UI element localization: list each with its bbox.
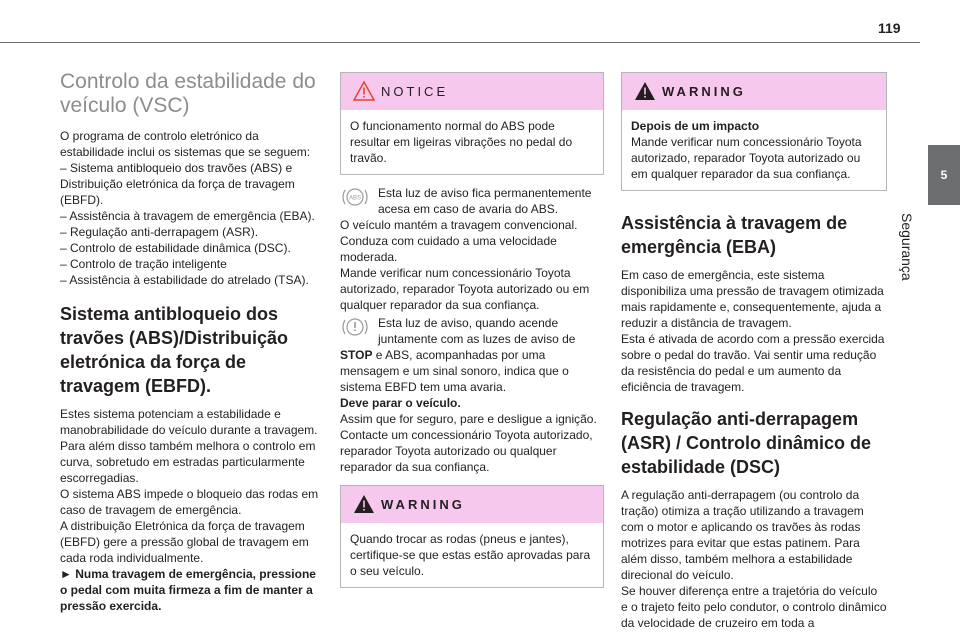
abs-paragraph: A distribuição Eletrónica da força de travagem (EBFD) gere a pressão global de travagem em cada roda individualmente. xyxy=(60,519,309,565)
list-item: – Sistema antibloqueio dos travões (ABS) e Distribuição eletrónica da força de travagem (EBFD). xyxy=(60,161,295,207)
stop-word: STOP xyxy=(340,348,373,362)
eba-paragraph: Em caso de emergência, este sistema disponibiliza uma pressão de travagem otimizada mais rapidamente e, consequentemente, ajuda a reduzir a distância de travagem. xyxy=(621,268,884,330)
abs-warning-light-icon xyxy=(340,185,372,209)
notice-label: NOTICE xyxy=(381,84,449,99)
abs-body xyxy=(60,406,322,614)
abs-paragraph: Para além disso também melhora o controlo em curva, sobretudo em estradas particularmente escorregadias. xyxy=(60,439,316,485)
stop-lamp-text xyxy=(340,315,604,395)
stop-lamp-paragraph: Contacte um concessionário Toyota autorizado, reparador Toyota autorizado ou qualquer reparador da sua confiança. xyxy=(340,428,593,474)
list-item: – Controlo de estabilidade dinâmica (DSC). xyxy=(60,241,291,255)
heading-eba: Assistência à travagem de emergência (EBA) xyxy=(621,213,848,257)
stop-lamp-paragraph: Assim que for seguro, pare e desligue a ignição. xyxy=(340,412,597,426)
warning-header xyxy=(622,73,886,110)
asr-paragraph: Se houver diferença entre a trajetória do veículo e o trajeto feito pelo condutor, o controlo dinâmico da velocidade de cruzeiro em toda a xyxy=(621,584,887,630)
list-item: – Assistência à travagem de emergência (EBA). xyxy=(60,209,315,223)
heading-asr: Regulação anti-derrapagem (ASR) / Controlo dinâmico de estabilidade (DSC) xyxy=(621,409,871,477)
section-title-vsc: Controlo da estabilidade do veículo (VSC) xyxy=(60,70,316,117)
stop-lamp-text-start: Esta luz de aviso, quando acende juntamente com as luzes de aviso de xyxy=(378,316,576,346)
warning-body xyxy=(341,523,603,587)
vsc-list xyxy=(60,160,322,288)
abs-lamp-paragraph: O veículo mantém a travagem convencional. xyxy=(340,218,578,232)
abs-paragraph: O sistema ABS impede o bloqueio das rodas em caso de travagem de emergência. xyxy=(60,487,319,517)
chapter-label xyxy=(899,213,919,323)
stop-lamp-block xyxy=(340,315,604,475)
abs-paragraph: Estes sistema potenciam a estabilidade e manobrabilidade do veículo durante a travagem. xyxy=(60,407,318,437)
heading-abs: Sistema antibloqueio dos travões (ABS)/Distribuição eletrónica da força de travagem (EBFD). xyxy=(60,304,289,396)
asr-paragraph: A regulação anti-derrapagem (ou controlo da tração) otimiza a tração utilizando a travagem com o motor e aplicando os travões às rodas motrizes para evitar que estas patinem. Para além disso, também melhora a estabilidade direcional do veículo. xyxy=(621,488,864,582)
caution-triangle-icon xyxy=(353,81,375,101)
warning-text: Mande verificar num concessionário Toyota autorizado, reparador Toyota autorizado ou em qualquer reparador da sua confiança. xyxy=(631,135,862,181)
column-3 xyxy=(621,72,887,631)
column-1 xyxy=(60,70,322,614)
warning-label: WARNING xyxy=(381,497,465,512)
warning-bold: Depois de um impacto xyxy=(631,119,760,133)
warning-triangle-icon xyxy=(634,81,656,101)
abs-lamp-paragraph: Mande verificar num concessionário Toyota autorizado, reparador Toyota autorizado ou em qualquer reparador da sua confiança. xyxy=(340,266,590,312)
notice-box xyxy=(340,72,604,175)
stop-lamp-bold: Deve parar o veículo. xyxy=(340,396,461,410)
warning-text: Quando trocar as rodas (pneus e jantes), certifique-se que estas estão aprovadas para o seu veículo. xyxy=(350,532,591,578)
list-item: – Regulação anti-derrapagem (ASR). xyxy=(60,225,259,239)
brake-warning-light-icon xyxy=(340,315,372,339)
chapter-title: Segurança xyxy=(899,213,915,281)
warning-triangle-icon xyxy=(353,494,375,514)
abs-lamp-block xyxy=(340,185,604,313)
warning-box-impact xyxy=(621,72,887,191)
notice-body xyxy=(341,110,603,174)
column-2 xyxy=(340,72,604,588)
vsc-intro: O programa de controlo eletrónico da estabilidade inclui os sistemas que se seguem: xyxy=(60,129,311,159)
eba-paragraph: Esta é ativada de acordo com a pressão exercida sobre o pedal do travão. Vai sentir uma redução da resistência do pedal e um aumento da eficiência de travagem. xyxy=(621,332,885,394)
abs-instruction: ► Numa travagem de emergência, pressione o pedal com muita firmeza a fim de manter a pressão exercida. xyxy=(60,567,316,613)
warning-label: WARNING xyxy=(662,84,746,99)
abs-lamp-text: Esta luz de aviso fica permanentemente acesa em caso de avaria do ABS. xyxy=(378,186,592,216)
notice-header xyxy=(341,73,603,110)
top-rule xyxy=(0,42,920,43)
asr-body xyxy=(621,487,887,631)
stop-lamp-text-end: e ABS, acompanhadas por uma mensagem e um sinal sonoro, indica que o sistema EBFD tem uma avaria. xyxy=(340,348,569,394)
notice-text: O funcionamento normal do ABS pode resultar em ligeiras vibrações no pedal do travão. xyxy=(350,119,573,165)
page-number: 119 xyxy=(878,20,901,36)
chapter-tab[interactable]: 5 xyxy=(928,145,960,205)
warning-body xyxy=(622,110,886,190)
abs-lamp-paragraph: Conduza com cuidado a uma velocidade moderada. xyxy=(340,234,557,264)
warning-box-wheels xyxy=(340,485,604,588)
warning-header xyxy=(341,486,603,523)
abs-icon-text: ABS xyxy=(348,195,362,202)
list-item: – Controlo de tração inteligente xyxy=(60,257,227,271)
list-item: – Assistência à estabilidade do atrelado (TSA). xyxy=(60,273,309,287)
eba-body xyxy=(621,267,887,395)
